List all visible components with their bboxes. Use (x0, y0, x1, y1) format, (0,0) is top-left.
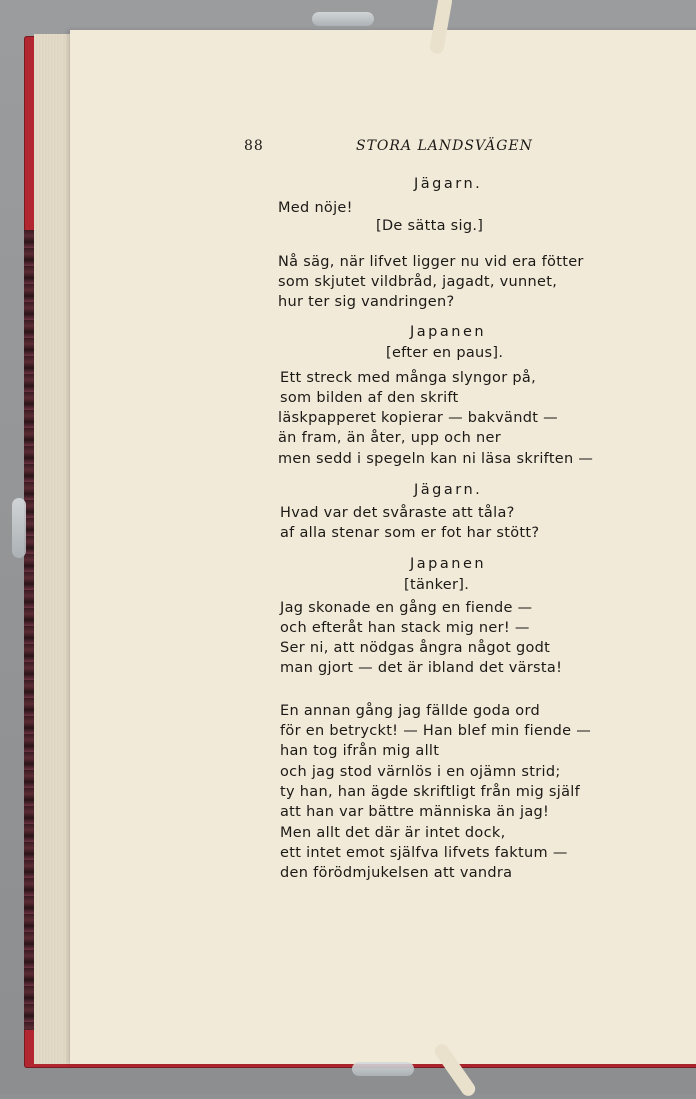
verse-line: Hvad var det svåraste att tåla? (280, 505, 515, 521)
verse-line: Men allt det där är intet dock, (280, 825, 506, 841)
verse-line: Jag skonade en gång en fiende — (280, 600, 533, 616)
verse-line: hur ter sig vandringen? (278, 294, 455, 310)
verse-line: Nå säg, när lifvet ligger nu vid era fötter (278, 254, 584, 270)
verse-line: för en betryckt! — Han blef min fiende — (280, 723, 592, 739)
verse-line: ett intet emot själfva lifvets faktum — (280, 845, 568, 861)
verse-line: af alla stenar som er fot har stött? (280, 525, 540, 541)
running-title: STORA LANDSVÄGEN (356, 138, 533, 154)
speaker-label: Jägarn. (414, 176, 483, 192)
verse-line: läskpapperet kopierar — bakvändt — (278, 410, 558, 426)
speaker-label: Japanen (410, 324, 487, 340)
verse-line: att han var bättre människa än jag! (280, 804, 550, 820)
page-number: 88 (244, 138, 264, 154)
verse-line: och efteråt han stack mig ner! — (280, 620, 530, 636)
verse-line: man gjort — det är ibland det värsta! (280, 660, 563, 676)
speaker-label: Japanen (410, 556, 487, 572)
verse-line: som skjutet vildbråd, jagadt, vunnet, (278, 274, 558, 290)
side-clip (12, 498, 26, 558)
stage-direction: [efter en paus]. (386, 345, 504, 361)
verse-line: ty han, han ägde skriftligt från mig själf (280, 784, 581, 800)
top-clip (312, 12, 374, 26)
page-edges (34, 34, 74, 1064)
verse-line: men sedd i spegeln kan ni läsa skriften — (278, 451, 594, 467)
verse-line: En annan gång jag fällde goda ord (280, 703, 540, 719)
verse-line: Med nöje! (278, 200, 353, 216)
stage-direction: [De sätta sig.] (376, 218, 484, 234)
bottom-clip (352, 1062, 414, 1076)
verse-line: Ser ni, att nödgas ångra något godt (280, 640, 551, 656)
verse-line: Ett streck med många slyngor på, (280, 370, 536, 386)
verse-line: som bilden af den skrift (280, 390, 459, 406)
verse-line: den förödmjukelsen att vandra (280, 865, 513, 881)
verse-line: han tog ifrån mig allt (280, 743, 440, 759)
book-page (70, 30, 696, 1064)
verse-line: än fram, än åter, upp och ner (278, 430, 501, 446)
speaker-label: Jägarn. (414, 482, 483, 498)
stage-direction: [tänker]. (404, 577, 470, 593)
verse-line: och jag stod värnlös i en ojämn strid; (280, 764, 561, 780)
